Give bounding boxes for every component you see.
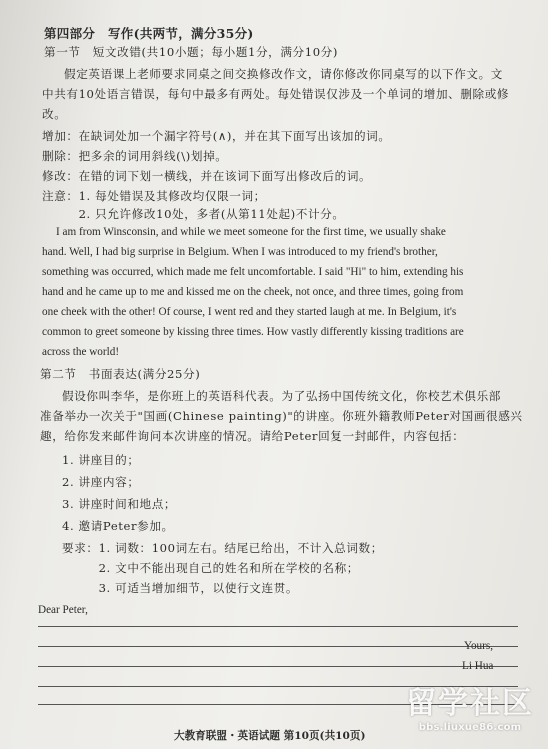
passage-line: something was occurred, which made me felt uncomfortable. I said "Hi" to him, extending his — [42, 266, 464, 278]
rule-line: 注意：1. 每处错误及其修改均仅限一词； — [42, 189, 266, 203]
content-point: 2. 讲座内容； — [62, 475, 140, 489]
requirement-line: 2. 文中不能出现自己的姓名和所在学校的名称； — [62, 561, 360, 575]
rule-line: 删除：把多余的词用斜线(\)划掉。 — [42, 149, 228, 163]
passage-line: hand. Well, I had big surprise in Belgium. When I was introduced to my friend's brother, — [42, 246, 438, 258]
task-line: 准备举办一次关于"国画(Chinese painting)"的讲座。你班外籍教师Peter对国画很感兴 — [40, 409, 523, 423]
answer-line — [38, 626, 518, 627]
watermark — [406, 678, 534, 733]
passage-line: one cheek with the other! Of course, I went red and they started laugh at me. In Belgium, it's — [42, 306, 457, 318]
salutation: Dear Peter, — [38, 604, 88, 616]
answer-line — [38, 646, 518, 647]
content-point: 4. 邀请Peter参加。 — [62, 519, 174, 533]
signature: Li Hua — [462, 660, 494, 672]
rule-line: 增加：在缺词处加一个漏字符号(∧)，并在其下面写出该加的词。 — [42, 129, 391, 143]
instruction-line: 改。 — [42, 107, 67, 121]
content-point: 3. 讲座时间和地点； — [62, 497, 177, 511]
answer-line — [38, 666, 518, 667]
rule-line: 修改：在错的词下划一横线，并在该词下面写出修改后的词。 — [42, 169, 372, 183]
closing: Yours, — [464, 640, 494, 652]
watermark-url: bbs.liuxue86.com — [418, 722, 522, 733]
part1-title: 第一节 短文改错(共10小题；每小题1分，满分10分) — [44, 45, 339, 59]
passage-line: I am from Winsconsin, and while we meet someone for the first time, we usually shake — [56, 226, 446, 238]
watermark-title: 留学社区 — [406, 686, 534, 721]
requirement-line: 3. 可适当增加细节，以使行文连贯。 — [62, 581, 299, 595]
requirement-line: 要求：1. 词数：100词左右。结尾已给出，不计入总词数； — [62, 541, 383, 555]
passage-line: across the world! — [42, 346, 120, 358]
section-title: 第四部分 写作(共两节，满分35分) — [44, 26, 254, 41]
passage-line: hand and he came up to me and kissed me on the cheek, not once, and three times, going from — [42, 286, 464, 298]
instruction-line: 假定英语课上老师要求同桌之间交换修改作文，请你修改你同桌写的以下作文。文 — [64, 67, 503, 81]
page-footer: 大教育联盟・英语试题 第10页(共10页) — [174, 730, 366, 742]
part2-title: 第二节 书面表达(满分25分) — [40, 367, 201, 381]
passage-line: common to greet someone by kissing three times. How vastly differently kissing traditions are — [42, 326, 464, 338]
task-line: 趣，给你发来邮件询问本次讲座的情况。请给Peter回复一封邮件，内容包括： — [40, 429, 465, 443]
content-point: 1. 讲座目的； — [62, 453, 140, 467]
rule-line: 2. 只允许修改10处，多者(从第11处起)不计分。 — [42, 207, 345, 221]
instruction-line: 中共有10处语言错误，每句中最多有两处。每处错误仅涉及一个单词的增加、删除或修 — [42, 87, 510, 101]
task-line: 假设你叫李华，是你班上的英语科代表。为了弘扬中国传统文化，你校艺术俱乐部 — [62, 389, 501, 403]
